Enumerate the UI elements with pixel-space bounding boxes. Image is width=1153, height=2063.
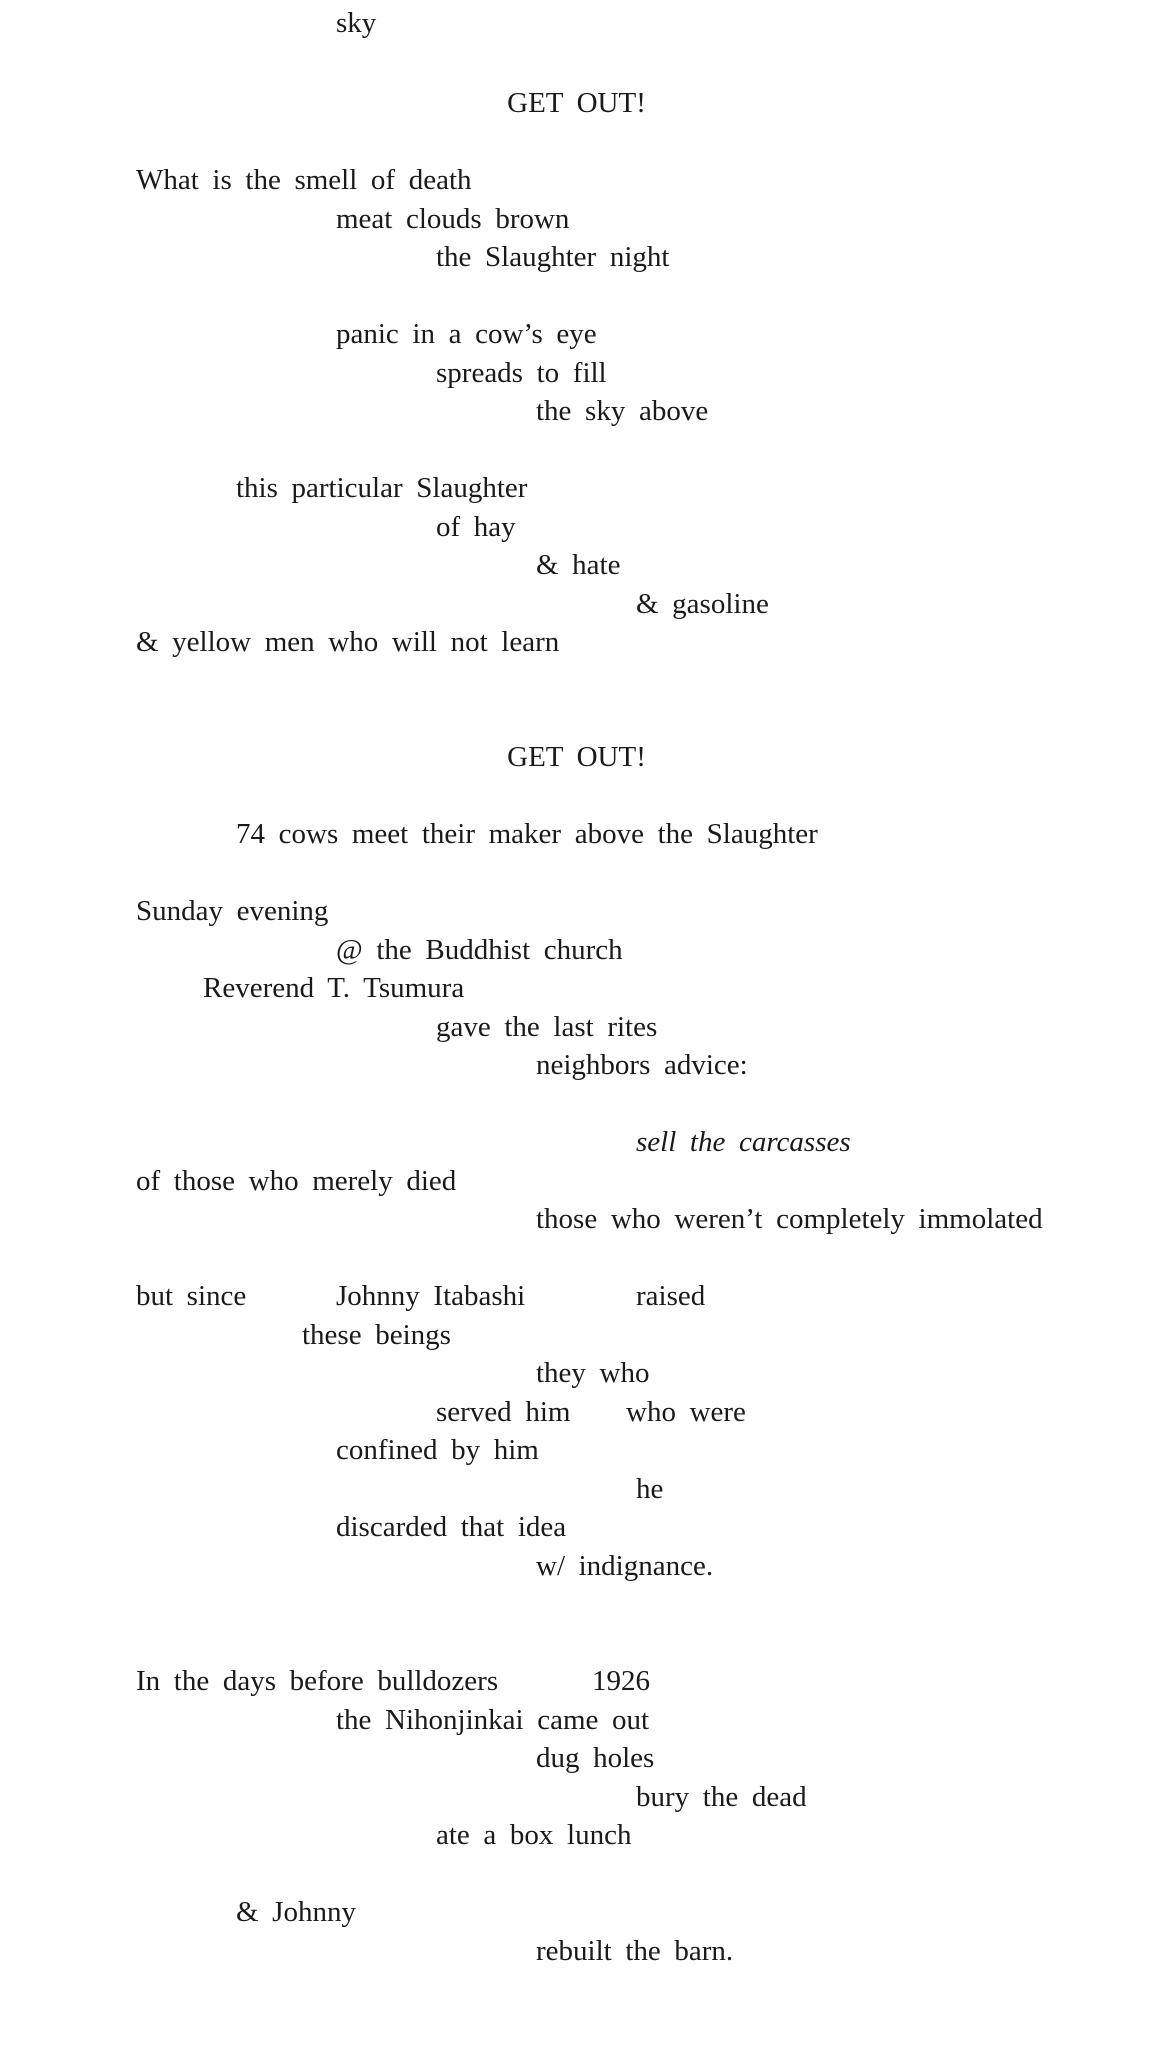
poem-line: raised	[636, 1280, 706, 1312]
poem-line: gave the last rites	[436, 1011, 658, 1043]
poem-line: served him	[436, 1396, 571, 1428]
poem-line: What is the smell of death	[136, 164, 472, 196]
poem-line: confined by him	[336, 1434, 539, 1466]
poem-line: he	[636, 1473, 664, 1505]
poem-line: ate a box lunch	[436, 1819, 632, 1851]
poem-line: who were	[626, 1396, 746, 1428]
poem-line: dug holes	[536, 1742, 655, 1774]
poem-line: Reverend T. Tsumura	[203, 972, 465, 1004]
poem-line: the sky above	[536, 395, 709, 427]
poem-line: @ the Buddhist church	[336, 934, 623, 966]
poem-line: the Nihonjinkai came out	[336, 1704, 650, 1736]
poem-line: w/ indignance.	[536, 1550, 714, 1582]
poem-line: but since	[136, 1280, 247, 1312]
poem-line: meat clouds brown	[336, 203, 570, 235]
poem-line: In the days before bulldozers	[136, 1665, 499, 1697]
poem-line: this particular Slaughter	[236, 472, 528, 504]
poem-line: Sunday evening	[136, 895, 329, 927]
poem-line: discarded that idea	[336, 1511, 567, 1543]
poem-line: & yellow men who will not learn	[136, 626, 560, 658]
poem-line: of those who merely died	[136, 1165, 457, 1197]
poem-line: sky	[336, 7, 377, 39]
poem-line: neighbors advice:	[536, 1049, 748, 1081]
poem-line: those who weren’t completely immolated	[536, 1203, 1043, 1235]
poem-line: & hate	[536, 549, 621, 581]
poem-line: 1926	[592, 1665, 650, 1697]
poem-line: the Slaughter night	[436, 241, 670, 273]
poem-line: & Johnny	[236, 1896, 356, 1928]
poem-heading-get-out: GET OUT!	[507, 741, 646, 773]
poem-line: 74 cows meet their maker above the Slaughter	[236, 818, 818, 850]
poem-line-italic: sell the carcasses	[636, 1126, 851, 1158]
poem-line: panic in a cow’s eye	[336, 318, 597, 350]
poem-line: rebuilt the barn.	[536, 1935, 734, 1967]
poem-line: Johnny Itabashi	[336, 1280, 526, 1312]
poem-line: they who	[536, 1357, 650, 1389]
poem-heading-get-out: GET OUT!	[507, 87, 646, 119]
poem-line: bury the dead	[636, 1781, 807, 1813]
poem-line: of hay	[436, 511, 516, 543]
poem-line: spreads to fill	[436, 357, 607, 389]
poem-line: these beings	[302, 1319, 451, 1351]
poem-line: & gasoline	[636, 588, 769, 620]
